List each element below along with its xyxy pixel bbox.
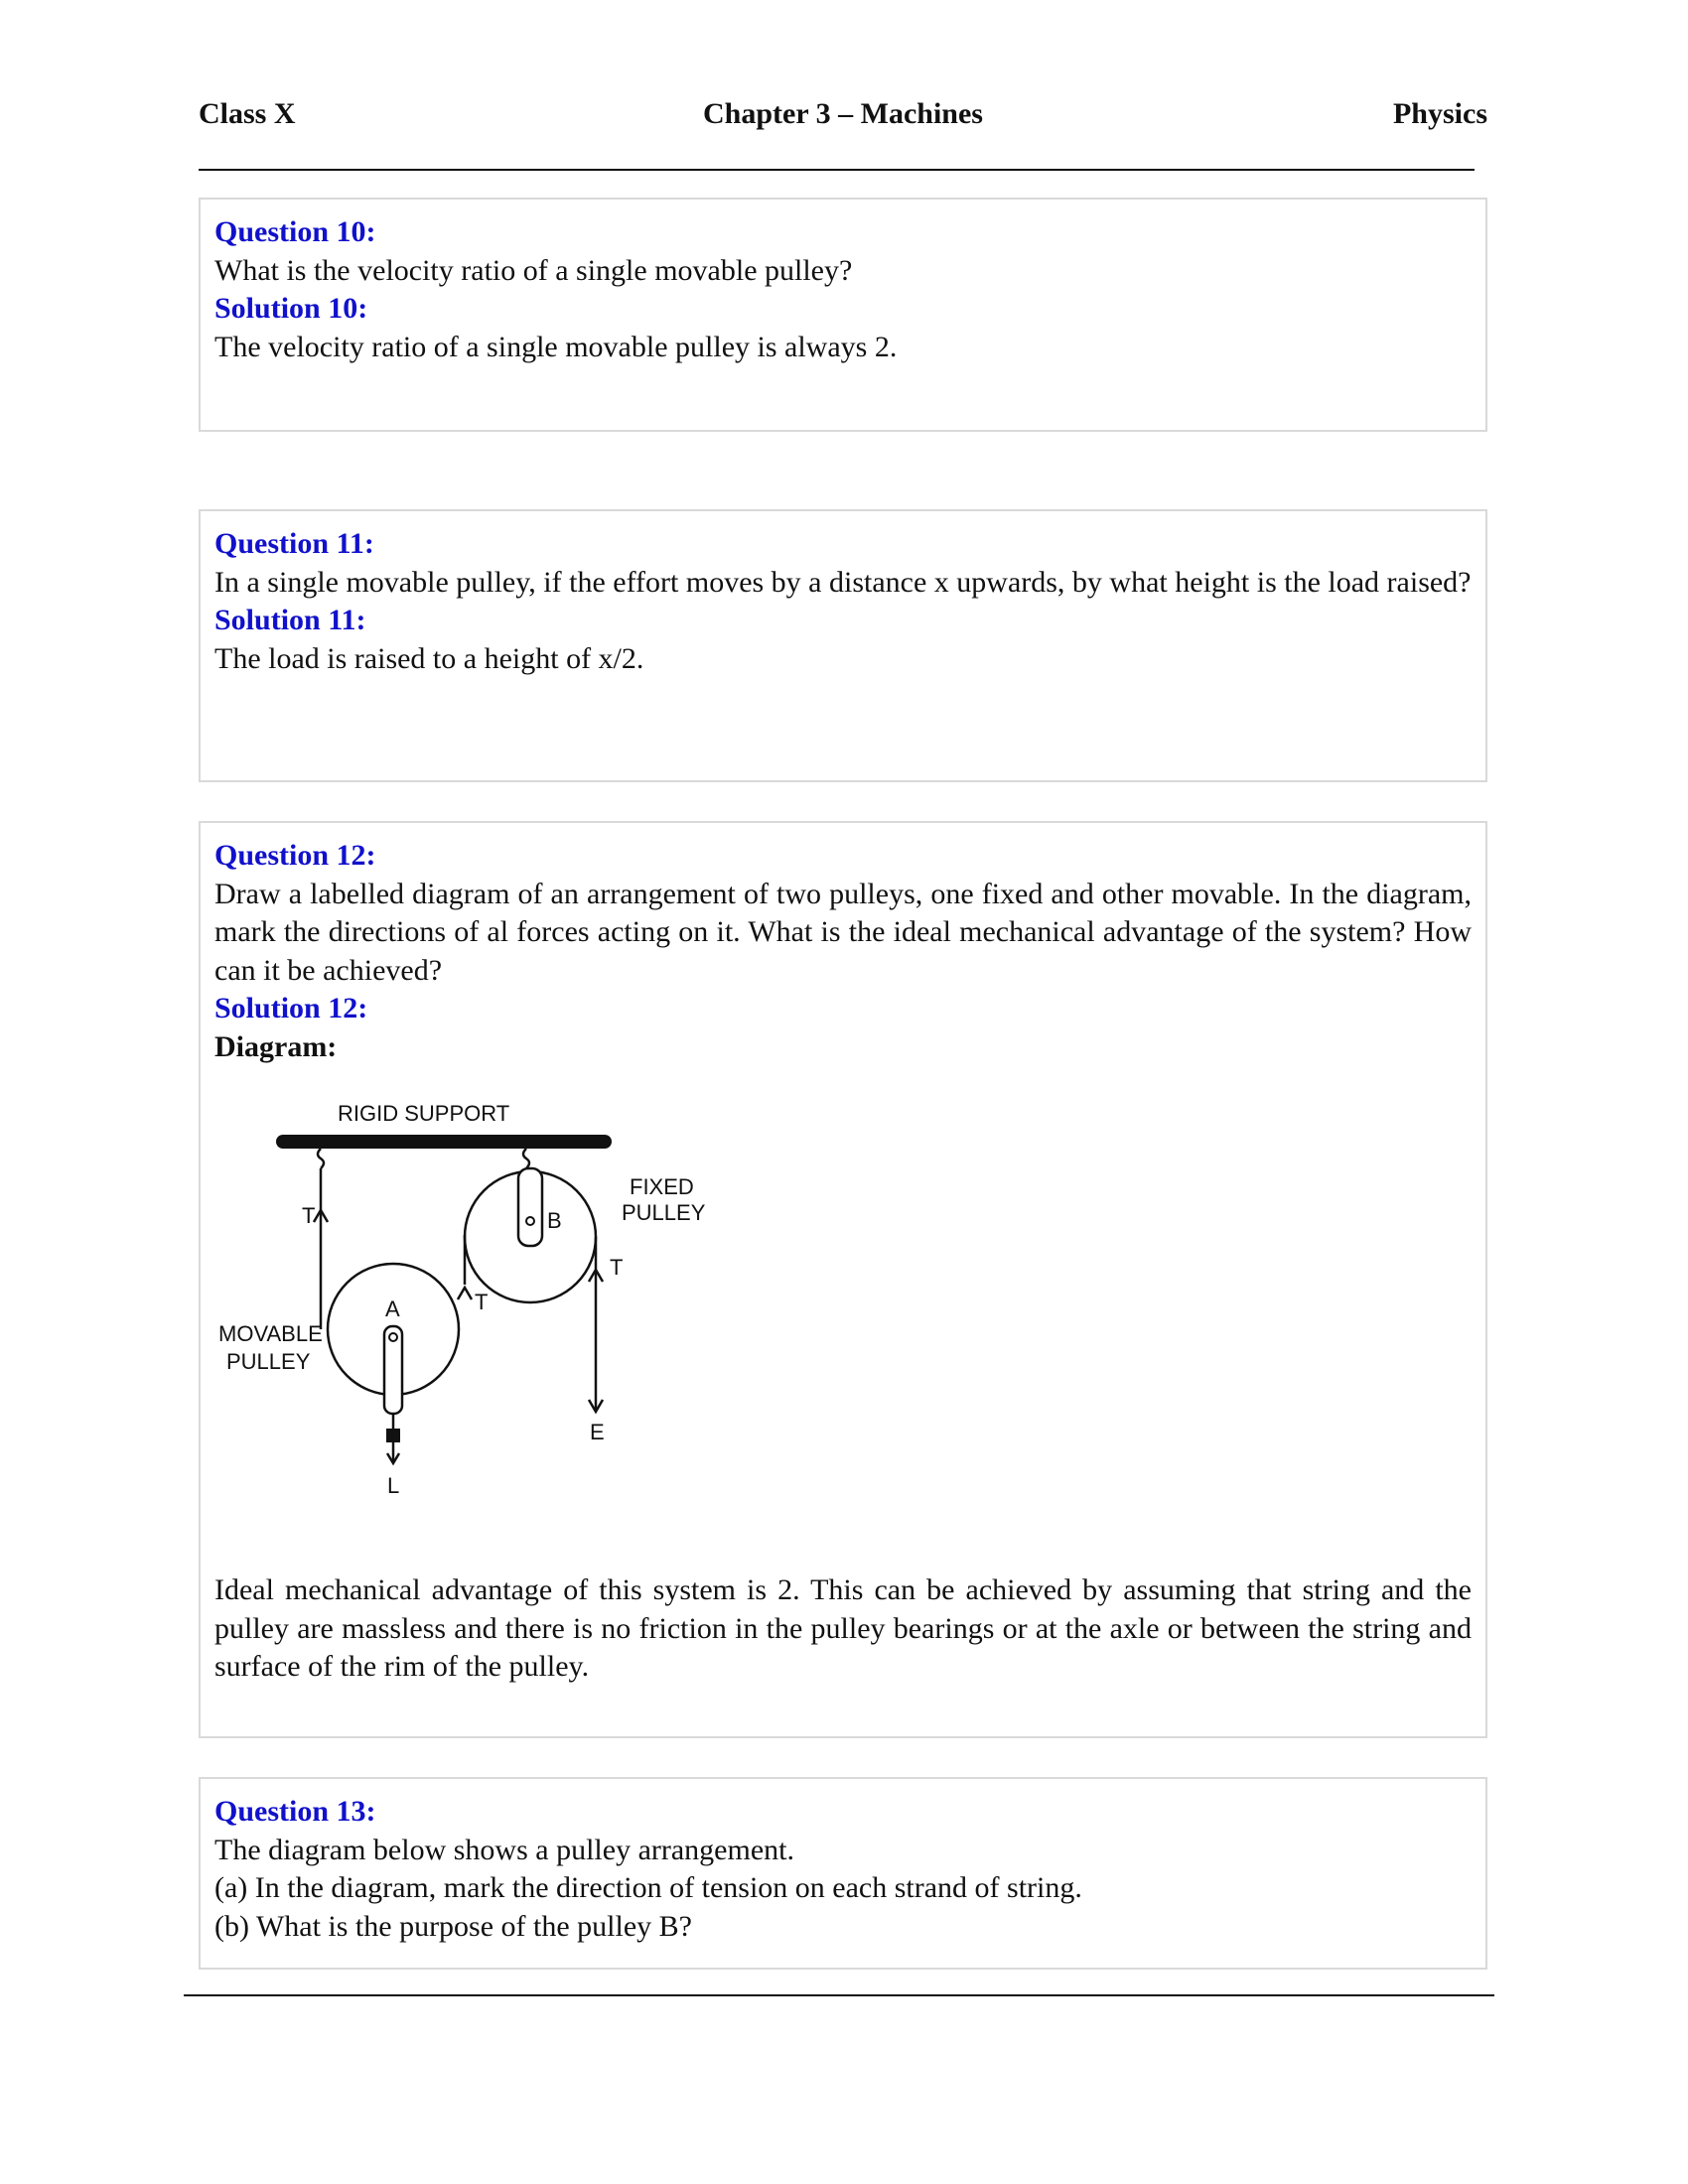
movable-pulley-block bbox=[384, 1326, 402, 1414]
fixed-pulley-hook bbox=[523, 1149, 529, 1168]
fixed-pulley-label-2: PULLEY bbox=[622, 1200, 706, 1225]
pulley-diagram bbox=[214, 1096, 731, 1548]
question-10-text: What is the velocity ratio of a single movable pulley? bbox=[214, 253, 853, 287]
question-10-box bbox=[199, 198, 1487, 432]
question-12-label: Question 12: bbox=[214, 839, 376, 872]
pulley-a-label: A bbox=[385, 1297, 400, 1321]
solution-11-label: Solution 11: bbox=[214, 604, 366, 636]
diagram-heading: Diagram: bbox=[214, 1029, 338, 1063]
header-chapter: Chapter 3 – Machines bbox=[703, 97, 983, 130]
solution-12-label: Solution 12: bbox=[214, 992, 368, 1024]
tension-label-middle: T bbox=[475, 1290, 489, 1314]
rigid-support-label: RIGID SUPPORT bbox=[338, 1101, 510, 1126]
movable-pulley-label-2: PULLEY bbox=[226, 1349, 311, 1374]
page-header bbox=[199, 97, 1487, 139]
tension-arrow-middle bbox=[458, 1288, 472, 1299]
header-class: Class X bbox=[199, 97, 296, 130]
fixed-pulley-block bbox=[518, 1168, 542, 1246]
question-11-box bbox=[199, 509, 1487, 782]
question-11-text: In a single movable pulley, if the effort moves by a distance x upwards, by what height is the load raised? bbox=[214, 565, 1472, 599]
header-subject: Physics bbox=[1392, 97, 1487, 130]
fixed-pulley-label-1: FIXED bbox=[630, 1174, 694, 1199]
left-hook bbox=[318, 1149, 324, 1168]
question-13-line-2: (a) In the diagram, mark the direction of tension on each strand of string. bbox=[214, 1871, 1082, 1904]
tension-label-right: T bbox=[610, 1255, 624, 1280]
question-10-label: Question 10: bbox=[214, 215, 376, 248]
question-13-line-3: (b) What is the purpose of the pulley B? bbox=[214, 1909, 692, 1943]
load-weight bbox=[386, 1429, 400, 1442]
header-divider bbox=[199, 169, 1475, 171]
solution-10-label: Solution 10: bbox=[214, 292, 368, 325]
pulley-b-label: B bbox=[547, 1208, 562, 1233]
rigid-support-beam bbox=[276, 1135, 612, 1149]
question-13-box bbox=[199, 1777, 1487, 1970]
tension-label-left: T bbox=[302, 1203, 316, 1228]
question-11-label: Question 11: bbox=[214, 527, 374, 560]
load-label: L bbox=[387, 1473, 400, 1498]
movable-pulley-label-1: MOVABLE bbox=[218, 1321, 323, 1346]
effort-label: E bbox=[590, 1420, 605, 1444]
question-13-line-1: The diagram below shows a pulley arrangement. bbox=[214, 1833, 794, 1866]
question-12-box bbox=[199, 821, 1487, 1738]
footer-divider bbox=[184, 1994, 1494, 1996]
solution-12-text: Ideal mechanical advantage of this system is 2. This can be achieved by assuming that string and the pulley are massless and there is no friction in the pulley bearings or at the axle or between the string and surface of the rim of the pulley. bbox=[214, 1573, 1472, 1683]
question-12-text: Draw a labelled diagram of an arrangement of two pulleys, one fixed and other movable. In the diagram, mark the directions of al forces acting on it. What is the ideal mechanical advantage of the system? How can it be achieved? bbox=[214, 877, 1472, 987]
pulley-diagram-svg bbox=[214, 1096, 731, 1548]
solution-10-text: The velocity ratio of a single movable pulley is always 2. bbox=[214, 330, 898, 363]
solution-11-text: The load is raised to a height of x/2. bbox=[214, 641, 644, 675]
question-13-label: Question 13: bbox=[214, 1795, 376, 1828]
